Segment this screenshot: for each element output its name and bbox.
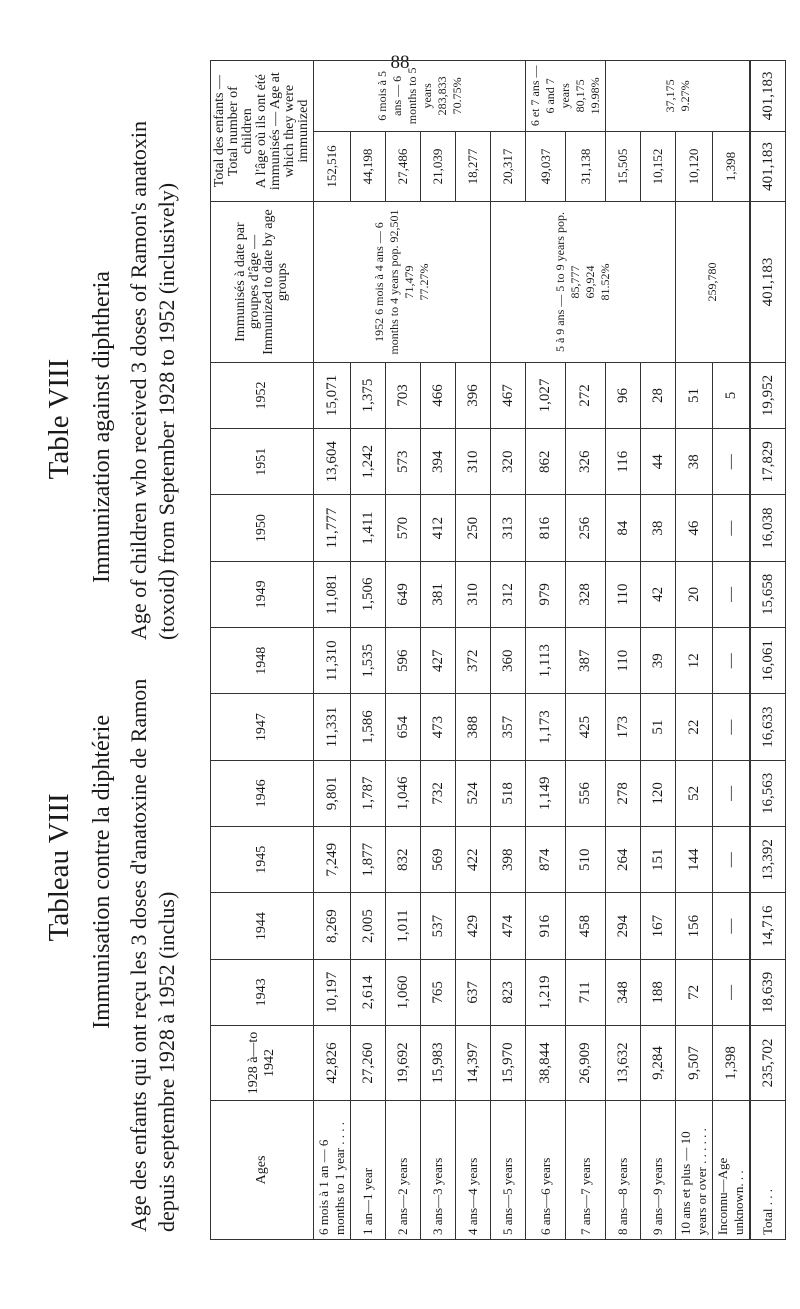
by-age: 27,486 bbox=[386, 131, 421, 202]
cell: 394 bbox=[421, 429, 456, 495]
cell: 474 bbox=[491, 893, 526, 959]
cell: — bbox=[713, 760, 751, 826]
age-label: 3 ans—3 years bbox=[421, 1100, 456, 1239]
cell: 116 bbox=[606, 429, 641, 495]
agegroup-under-5: 6 mois à 5 ans — 6 months to 5 years 283,833 70.75% bbox=[314, 61, 526, 132]
cell: 1,535 bbox=[351, 628, 386, 694]
cell: 1,398 bbox=[713, 1026, 751, 1101]
cell: 26,909 bbox=[566, 1026, 606, 1101]
by-age: 44,198 bbox=[351, 131, 386, 202]
total-cell: 16,633 bbox=[750, 694, 786, 760]
agegroup-6-7: 6 et 7 ans — 6 and 7 years 80,175 19.98% bbox=[526, 61, 606, 132]
cell: 110 bbox=[606, 628, 641, 694]
cell: 916 bbox=[526, 893, 566, 959]
cell: 1,149 bbox=[526, 760, 566, 826]
cell: 823 bbox=[491, 959, 526, 1025]
age-label: 7 ans—7 years bbox=[566, 1100, 606, 1239]
cell: 412 bbox=[421, 495, 456, 561]
cell: 398 bbox=[491, 827, 526, 893]
titles bbox=[42, 60, 117, 1240]
cell: 372 bbox=[456, 628, 491, 694]
cell: — bbox=[713, 429, 751, 495]
cell: 711 bbox=[566, 959, 606, 1025]
col-ages: Ages bbox=[211, 1100, 314, 1239]
cell: 27,260 bbox=[351, 1026, 386, 1101]
cell: 1,586 bbox=[351, 694, 386, 760]
page-number: 88 bbox=[390, 52, 410, 73]
age-label: 10 ans et plus — 10 years or over . . . . . . bbox=[676, 1100, 713, 1239]
table-subtitle bbox=[88, 60, 117, 1240]
cell: 7,249 bbox=[314, 827, 351, 893]
col-year: 1944 bbox=[211, 893, 314, 959]
col-year: 1945 bbox=[211, 827, 314, 893]
cell: — bbox=[713, 827, 751, 893]
cell: 310 bbox=[456, 561, 491, 627]
cell: 167 bbox=[641, 893, 676, 959]
total-label: Total . . . bbox=[750, 1100, 786, 1239]
cell: — bbox=[713, 628, 751, 694]
col-year: 1947 bbox=[211, 694, 314, 760]
cell: 388 bbox=[456, 694, 491, 760]
col-total: Total des enfants — Total number of children A l'âge où ils ont été immunisés — Age at which they were immunized bbox=[211, 61, 314, 202]
group-10-plus: 259,780 bbox=[676, 202, 751, 362]
total-cell: 15,658 bbox=[750, 561, 786, 627]
cell: 1,046 bbox=[386, 760, 421, 826]
cell: 357 bbox=[491, 694, 526, 760]
cell: 537 bbox=[421, 893, 456, 959]
table-row bbox=[491, 61, 526, 1240]
by-age: 152,516 bbox=[314, 131, 351, 202]
cell: 144 bbox=[676, 827, 713, 893]
cell: 156 bbox=[676, 893, 713, 959]
cell: 28 bbox=[641, 362, 676, 428]
agegroups-total: 401,183 bbox=[750, 61, 786, 132]
cell: 312 bbox=[491, 561, 526, 627]
cell: 22 bbox=[676, 694, 713, 760]
cell: 816 bbox=[526, 495, 566, 561]
by-age: 10,152 bbox=[641, 131, 676, 202]
caption-fr: Age des enfants qui ont reçu les 3 doses d'anatoxine de Ramon depuis septembre 1928 à 1952 (inclus) bbox=[126, 678, 179, 1232]
total-cell: 16,563 bbox=[750, 760, 786, 826]
cell: 96 bbox=[606, 362, 641, 428]
age-label: 6 mois à 1 an — 6 months to 1 year . . . . bbox=[314, 1100, 351, 1239]
col-year: 1949 bbox=[211, 561, 314, 627]
cell: 637 bbox=[456, 959, 491, 1025]
cell: 2,005 bbox=[351, 893, 386, 959]
title-fr: Tableau VIII bbox=[43, 793, 75, 942]
cell: 348 bbox=[606, 959, 641, 1025]
cell: 979 bbox=[526, 561, 566, 627]
total-cell: 13,392 bbox=[750, 827, 786, 893]
cell: 510 bbox=[566, 827, 606, 893]
col-year: 1943 bbox=[211, 959, 314, 1025]
total-cell: 18,639 bbox=[750, 959, 786, 1025]
total-cell: 16,038 bbox=[750, 495, 786, 561]
age-label: Inconnu—Age unknown. . . bbox=[713, 1100, 751, 1239]
cell: 12 bbox=[676, 628, 713, 694]
total-fr: Total des enfants bbox=[212, 92, 227, 188]
cell: 1,242 bbox=[351, 429, 386, 495]
cell: 38 bbox=[641, 495, 676, 561]
cell: 120 bbox=[641, 760, 676, 826]
cell: 20 bbox=[676, 561, 713, 627]
cell: 13,632 bbox=[606, 1026, 641, 1101]
cell: — bbox=[713, 561, 751, 627]
cell: 39 bbox=[641, 628, 676, 694]
cell: 387 bbox=[566, 628, 606, 694]
cell: 44 bbox=[641, 429, 676, 495]
age-label: 6 ans—6 years bbox=[526, 1100, 566, 1239]
cell: 272 bbox=[566, 362, 606, 428]
total-cell: 17,829 bbox=[750, 429, 786, 495]
cell: 429 bbox=[456, 893, 491, 959]
cell: 458 bbox=[566, 893, 606, 959]
cell: — bbox=[713, 893, 751, 959]
cell: 1,877 bbox=[351, 827, 386, 893]
header-row bbox=[211, 61, 314, 1240]
subtitle-fr: Immunisation contre la diphtérie bbox=[89, 715, 115, 1029]
by-age: 20,317 bbox=[491, 131, 526, 202]
cell: 15,970 bbox=[491, 1026, 526, 1101]
cell: 264 bbox=[606, 827, 641, 893]
age-label: 2 ans—2 years bbox=[386, 1100, 421, 1239]
cell: 1,060 bbox=[386, 959, 421, 1025]
caption-en: Age of children who received 3 doses of Ramon's anatoxin (toxoid) from September 1928 to 1952 (inclusively) bbox=[126, 121, 179, 640]
age-label: 4 ans—4 years bbox=[456, 1100, 491, 1239]
group-5-to-9: 5 à 9 ans — 5 to 9 years pop. 85,777 69,924 81.52% bbox=[491, 202, 676, 362]
cell: 14,397 bbox=[456, 1026, 491, 1101]
cell: 42,826 bbox=[314, 1026, 351, 1101]
cell: 360 bbox=[491, 628, 526, 694]
cell: 188 bbox=[641, 959, 676, 1025]
cell: 15,071 bbox=[314, 362, 351, 428]
cell: 427 bbox=[421, 628, 456, 694]
by-age: 49,037 bbox=[526, 131, 566, 202]
cell: 313 bbox=[491, 495, 526, 561]
cell: 569 bbox=[421, 827, 456, 893]
rotated-page bbox=[0, 60, 800, 1240]
by-age: 31,138 bbox=[566, 131, 606, 202]
cell: 5 bbox=[713, 362, 751, 428]
title-en: Table VIII bbox=[43, 358, 75, 480]
cell: 8,269 bbox=[314, 893, 351, 959]
cell: 732 bbox=[421, 760, 456, 826]
cell: 573 bbox=[386, 429, 421, 495]
cell: 396 bbox=[456, 362, 491, 428]
cell: 173 bbox=[606, 694, 641, 760]
cell: 13,604 bbox=[314, 429, 351, 495]
col-immunized-groups: Immunisés à date par groupes d'âge — Immunized to date by age groups bbox=[211, 202, 314, 362]
cell: 862 bbox=[526, 429, 566, 495]
immunization-table bbox=[210, 60, 786, 1240]
cell: 9,801 bbox=[314, 760, 351, 826]
cell: 72 bbox=[676, 959, 713, 1025]
cell: 151 bbox=[641, 827, 676, 893]
age-label: 8 ans—8 years bbox=[606, 1100, 641, 1239]
cell: 326 bbox=[566, 429, 606, 495]
age-label: 1 an—1 year bbox=[351, 1100, 386, 1239]
groups-total: 401,183 bbox=[750, 202, 786, 362]
total-cell: 14,716 bbox=[750, 893, 786, 959]
cell: 556 bbox=[566, 760, 606, 826]
cell: 2,614 bbox=[351, 959, 386, 1025]
cell: 466 bbox=[421, 362, 456, 428]
cell: 52 bbox=[676, 760, 713, 826]
cell: 1,411 bbox=[351, 495, 386, 561]
cell: 1,219 bbox=[526, 959, 566, 1025]
cell: 1,113 bbox=[526, 628, 566, 694]
cell: 765 bbox=[421, 959, 456, 1025]
cell: 518 bbox=[491, 760, 526, 826]
cell: 524 bbox=[456, 760, 491, 826]
total-en: Total number of children bbox=[226, 86, 255, 177]
age-label: 9 ans—9 years bbox=[641, 1100, 676, 1239]
col-year: 1951 bbox=[211, 429, 314, 495]
cell: 1,027 bbox=[526, 362, 566, 428]
by-age: 21,039 bbox=[421, 131, 456, 202]
cell: 1,375 bbox=[351, 362, 386, 428]
age-immunized: A l'âge où ils ont été immunisés — Age at which they were immunized bbox=[254, 72, 311, 191]
col-year: 1946 bbox=[211, 760, 314, 826]
cell: 9,284 bbox=[641, 1026, 676, 1101]
cell: 11,777 bbox=[314, 495, 351, 561]
cell: 649 bbox=[386, 561, 421, 627]
cell: 654 bbox=[386, 694, 421, 760]
cell: 1,506 bbox=[351, 561, 386, 627]
cell: 425 bbox=[566, 694, 606, 760]
cell: 596 bbox=[386, 628, 421, 694]
cell: 42 bbox=[641, 561, 676, 627]
cell: 310 bbox=[456, 429, 491, 495]
cell: 11,081 bbox=[314, 561, 351, 627]
cell: 256 bbox=[566, 495, 606, 561]
table-row bbox=[314, 61, 351, 1240]
cell: 473 bbox=[421, 694, 456, 760]
cell: 320 bbox=[491, 429, 526, 495]
cell: 10,197 bbox=[314, 959, 351, 1025]
by-age: 10,120 bbox=[676, 131, 713, 202]
table-title bbox=[42, 60, 76, 1240]
cell: 38 bbox=[676, 429, 713, 495]
cell: 250 bbox=[456, 495, 491, 561]
cell: 84 bbox=[606, 495, 641, 561]
col-year: 1952 bbox=[211, 362, 314, 428]
total-cell: 235,702 bbox=[750, 1026, 786, 1101]
cell: 1,173 bbox=[526, 694, 566, 760]
cell: — bbox=[713, 959, 751, 1025]
col-year: 1928 à—to 1942 bbox=[211, 1026, 314, 1101]
cell: 422 bbox=[456, 827, 491, 893]
cell: 51 bbox=[641, 694, 676, 760]
group-under-5: 1952 6 mois à 4 ans — 6 months to 4 years pop. 92,501 71,479 77.27% bbox=[314, 202, 491, 362]
cell: — bbox=[713, 694, 751, 760]
total-row bbox=[750, 61, 786, 1240]
by-age: 18,277 bbox=[456, 131, 491, 202]
cell: 11,331 bbox=[314, 694, 351, 760]
cell: 278 bbox=[606, 760, 641, 826]
cell: 15,983 bbox=[421, 1026, 456, 1101]
cell: 19,692 bbox=[386, 1026, 421, 1101]
cell: 570 bbox=[386, 495, 421, 561]
total-cell: 19,952 bbox=[750, 362, 786, 428]
cell: 9,507 bbox=[676, 1026, 713, 1101]
agegroup-8-plus: 37,175 9.27% bbox=[606, 61, 751, 132]
subtitle-en: Immunization against diphtheria bbox=[89, 271, 115, 583]
cell: 832 bbox=[386, 827, 421, 893]
cell: — bbox=[713, 495, 751, 561]
cell: 11,310 bbox=[314, 628, 351, 694]
col-year: 1950 bbox=[211, 495, 314, 561]
by-age-total: 401,183 bbox=[750, 131, 786, 202]
cell: 38,844 bbox=[526, 1026, 566, 1101]
cell: 1,011 bbox=[386, 893, 421, 959]
cell: 46 bbox=[676, 495, 713, 561]
cell: 467 bbox=[491, 362, 526, 428]
by-age: 1,398 bbox=[713, 131, 751, 202]
col-year: 1948 bbox=[211, 628, 314, 694]
cell: 1,787 bbox=[351, 760, 386, 826]
cell: 874 bbox=[526, 827, 566, 893]
cell: 381 bbox=[421, 561, 456, 627]
cell: 703 bbox=[386, 362, 421, 428]
table-row bbox=[676, 61, 713, 1240]
by-age: 15,505 bbox=[606, 131, 641, 202]
cell: 328 bbox=[566, 561, 606, 627]
age-label: 5 ans—5 years bbox=[491, 1100, 526, 1239]
cell: 110 bbox=[606, 561, 641, 627]
cell: 294 bbox=[606, 893, 641, 959]
cell: 51 bbox=[676, 362, 713, 428]
total-cell: 16,061 bbox=[750, 628, 786, 694]
